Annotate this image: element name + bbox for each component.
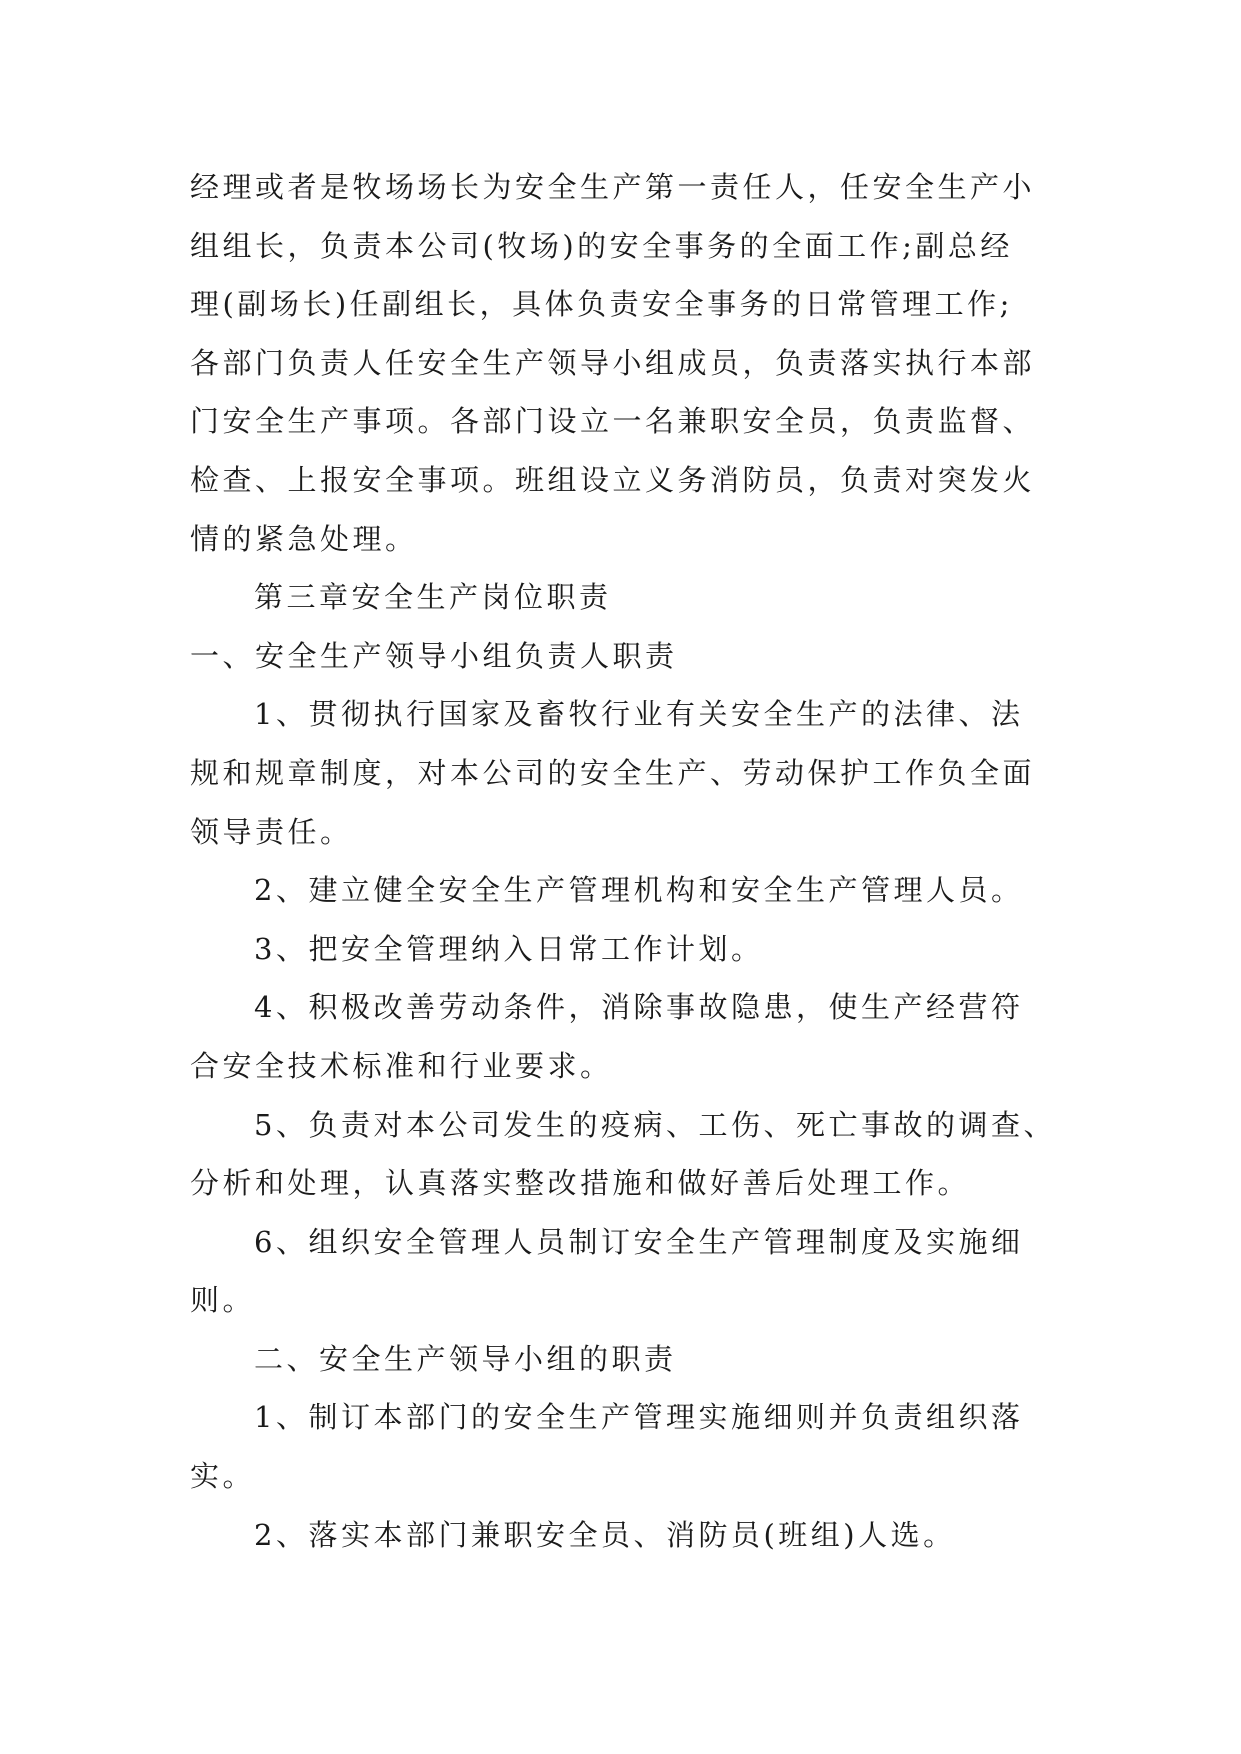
text-line: 1、贯彻执行国家及畜牧行业有关安全生产的法律、法	[254, 697, 1024, 732]
text-line: 一、安全生产领导小组负责人职责	[190, 638, 678, 673]
text-line: 组组长，负责本公司(牧场)的安全事务的全面工作;副总经	[190, 228, 1013, 263]
text-line: 4、积极改善劳动条件，消除事故隐患，使生产经营符	[254, 990, 1024, 1025]
text-line: 实。	[190, 1459, 256, 1494]
text-line: 第三章安全生产岗位职责	[254, 580, 612, 615]
text-line: 经理或者是牧场场长为安全生产第一责任人，任安全生产小	[190, 170, 1036, 204]
text-line: 2、建立健全安全生产管理机构和安全生产管理人员。	[254, 873, 1024, 908]
text-line: 各部门负责人任安全生产领导小组成员，负责落实执行本部	[190, 345, 1036, 380]
text-line: 合安全技术标准和行业要求。	[190, 1048, 613, 1083]
text-line: 规和规章制度，对本公司的安全生产、劳动保护工作负全面	[190, 755, 1036, 790]
text-line: 则。	[190, 1283, 256, 1318]
text-line: 情的紧急处理。	[190, 521, 418, 556]
text-line: 理(副场长)任副组长，具体负责安全事务的日常管理工作;	[190, 287, 1013, 322]
text-line: 3、把安全管理纳入日常工作计划。	[254, 931, 764, 966]
text-line: 领导责任。	[190, 814, 353, 849]
text-line: 1、制订本部门的安全生产管理实施细则并负责组织落	[254, 1400, 1024, 1435]
text-line: 分析和处理，认真落实整改措施和做好善后处理工作。	[190, 1166, 971, 1201]
text-line: 门安全生产事项。各部门设立一名兼职安全员，负责监督、	[190, 404, 1036, 439]
text-line: 二、安全生产领导小组的职责	[254, 1341, 677, 1376]
text-line: 检查、上报安全事项。班组设立义务消防员，负责对突发火	[190, 462, 1036, 497]
document-body	[190, 158, 1062, 1564]
text-line: 2、落实本部门兼职安全员、消防员(班组)人选。	[254, 1517, 956, 1552]
text-line: 5、负责对本公司发生的疫病、工伤、死亡事故的调查、	[254, 1107, 1056, 1142]
text-line: 6、组织安全管理人员制订安全生产管理制度及实施细	[254, 1224, 1024, 1259]
